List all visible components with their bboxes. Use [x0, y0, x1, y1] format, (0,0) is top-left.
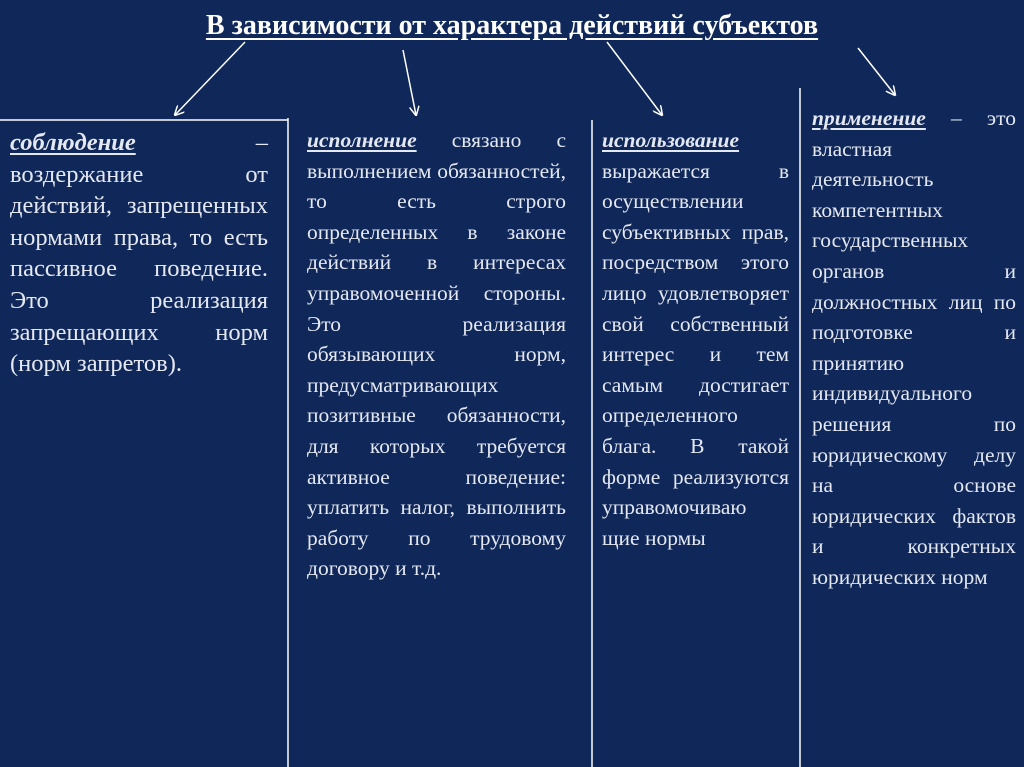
- column-application: [812, 103, 1016, 593]
- term-application: применение: [812, 106, 926, 130]
- term-execution: исполнение: [307, 128, 417, 152]
- definition-execution: связано с выполнением обязанностей, то есть строго определенных в законе действий в интересах управомоченной стороны. Это реализация обязывающих норм, предусматривающих позитивные обязанности, для которых требуется активное поведение: уплатить налог, выполнить работу по трудовому договору и т.д.: [307, 128, 567, 581]
- definition-use: выражается в осуществлении субъективных прав, посредством этого лицо удовлетворяет свой собственный интерес и тем самым достигает определенного блага. В такой форме реализуются управомочиваю щие нормы: [602, 158, 789, 550]
- arrow-to-col3: [607, 42, 662, 115]
- term-separator: [417, 128, 452, 152]
- definition-application: это властная деятельность компетентных государственных органов и должностных лиц по подготовке и принятию индивидуального решения по юридическому делу на основе юридических фактов и конкретных юридических норм: [812, 106, 1016, 589]
- term-observance: соблюдение: [10, 129, 136, 156]
- arrow-to-col1: [175, 42, 245, 115]
- column-use: [602, 125, 789, 553]
- arrow-to-col4: [858, 48, 895, 95]
- column-execution: [307, 125, 566, 584]
- term-separator: –: [135, 129, 268, 156]
- definition-observance: воздержание от действий, запрещенных нормами права, то есть пассивное поведение. Это реализация запрещающих норм (норм запретов).: [10, 160, 268, 378]
- term-separator: –: [925, 106, 987, 130]
- title-text: В зависимости от характера действий субъектов: [205, 10, 819, 41]
- term-use: использование: [602, 128, 740, 152]
- column-observance: [10, 127, 268, 380]
- arrow-to-col2: [403, 50, 416, 115]
